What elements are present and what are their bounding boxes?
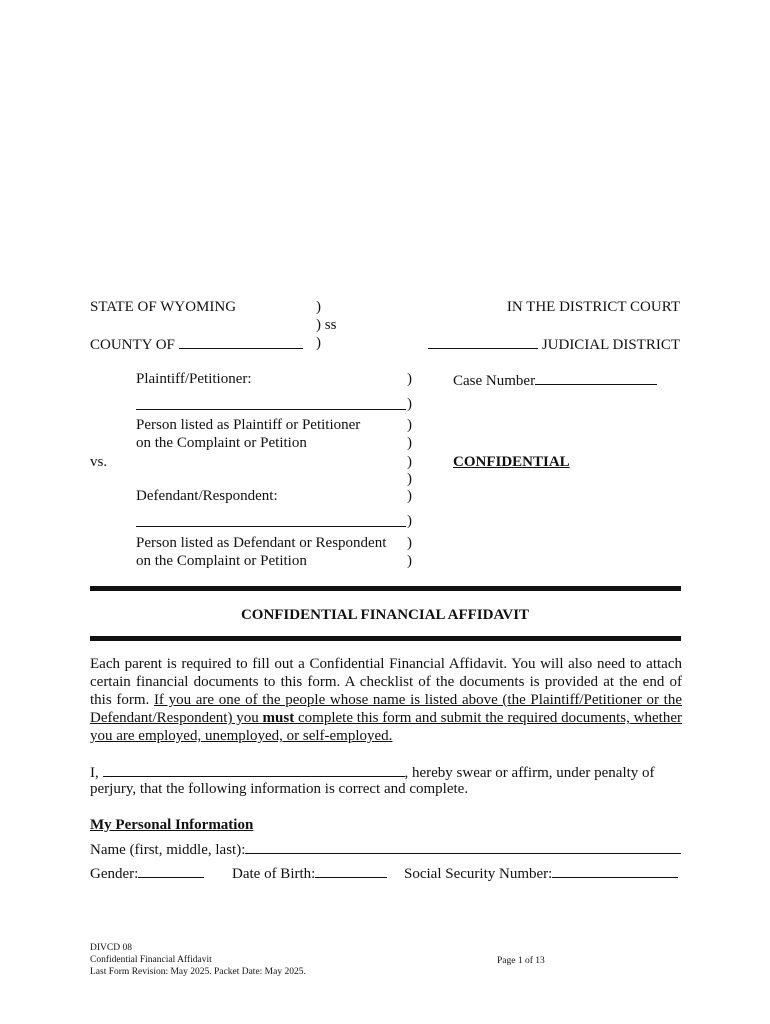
county-line — [90, 334, 303, 354]
state-label: STATE OF WYOMING — [90, 299, 237, 315]
district-line — [428, 334, 680, 354]
oath-line-2: perjury, that the following information is correct and complete. — [90, 781, 469, 797]
oath-line-1 — [90, 762, 655, 782]
paren: ) — [407, 396, 412, 412]
paren: ) — [407, 371, 412, 387]
ssn-field[interactable] — [552, 863, 678, 878]
intro-paragraph — [90, 655, 682, 745]
title-rule-bottom — [90, 636, 681, 641]
footer-revision: Last Form Revision: May 2025. Packet Date: May 2025. — [90, 967, 306, 977]
caption-paren-1: ) — [316, 299, 321, 315]
confidential-label: CONFIDENTIAL — [453, 454, 570, 470]
full-name-field[interactable] — [245, 839, 681, 854]
title-rule-top — [90, 586, 681, 591]
dob-field[interactable] — [315, 863, 387, 878]
district-field[interactable] — [428, 334, 538, 349]
paren: ) — [407, 471, 412, 487]
ssn-line — [404, 863, 678, 883]
dob-line — [232, 863, 387, 883]
plaintiff-name-field[interactable] — [136, 395, 406, 410]
ssn-label: Social Security Number: — [404, 866, 553, 882]
form-title: CONFIDENTIAL FINANCIAL AFFIDAVIT — [240, 607, 530, 623]
judicial-district-label: JUDICIAL DISTRICT — [541, 337, 680, 353]
paren: ) — [407, 513, 412, 529]
dob-label: Date of Birth: — [232, 866, 316, 882]
oath-suffix: , hereby swear or affirm, under penalty of — [404, 765, 655, 781]
gender-line — [90, 863, 204, 883]
case-number-label: Case Number — [453, 373, 536, 389]
intro-text: Each parent is required to fill out a Confidential Financial Affidavit. You will also need to attach certain financial documents to this form. A checklist of the documents is provided at the end of this form. — [90, 656, 682, 708]
paren: ) — [407, 488, 412, 504]
court-label: IN THE DISTRICT COURT — [506, 299, 680, 315]
name-label: Name (first, middle, last): — [90, 842, 246, 858]
vs-label: vs. — [90, 454, 108, 470]
case-number-line — [453, 370, 657, 390]
oath-prefix: I, — [90, 765, 103, 781]
ss-label: ) ss — [316, 317, 337, 333]
case-number-field[interactable] — [535, 370, 657, 385]
paren: ) — [407, 535, 412, 551]
plaintiff-note-1: Person listed as Plaintiff or Petitioner — [136, 417, 361, 433]
gender-field[interactable] — [138, 863, 204, 878]
footer-form-id: DIVCD 08 — [90, 943, 132, 953]
page-number: Page 1 of 13 — [497, 956, 545, 966]
personal-info-heading: My Personal Information — [90, 817, 254, 833]
defendant-note-2: on the Complaint or Petition — [136, 553, 307, 569]
footer-form-name: Confidential Financial Affidavit — [90, 955, 212, 965]
county-label: COUNTY OF — [90, 337, 175, 353]
defendant-name-field[interactable] — [136, 512, 406, 527]
gender-label: Gender: — [90, 866, 139, 882]
defendant-note-1: Person listed as Defendant or Respondent — [136, 535, 387, 551]
affiant-name-field[interactable] — [103, 762, 405, 777]
county-field[interactable] — [179, 334, 303, 349]
plaintiff-label: Plaintiff/Petitioner: — [136, 371, 252, 387]
name-line — [90, 839, 681, 859]
intro-underlined: If you are one of the people whose name is listed above (the Plaintiff/Petitioner or the Defendant/Respondent) you must complete this form and submit the required documents, whether you are employed, unemployed, or self-employed. — [90, 692, 682, 744]
caption-paren-2: ) — [316, 335, 321, 351]
paren: ) — [407, 553, 412, 569]
defendant-label: Defendant/Respondent: — [136, 488, 278, 504]
plaintiff-note-2: on the Complaint or Petition — [136, 435, 307, 451]
paren: ) — [407, 435, 412, 451]
paren: ) — [407, 454, 412, 470]
paren: ) — [407, 417, 412, 433]
